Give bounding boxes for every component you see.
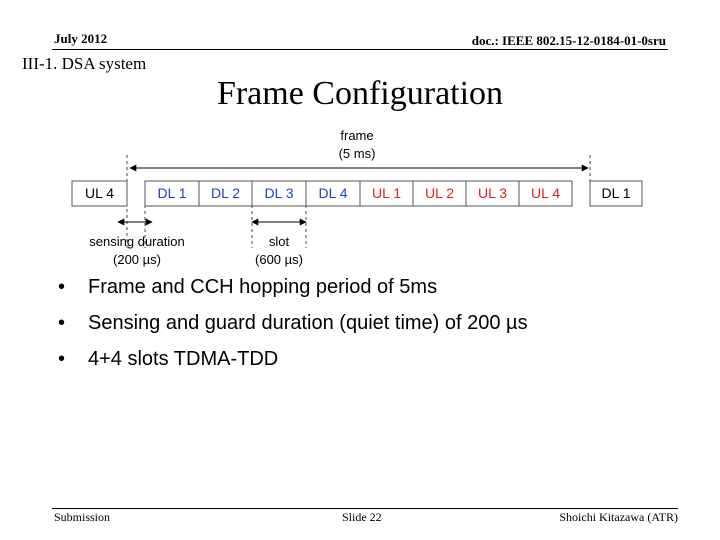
slot-label: UL 4 bbox=[530, 185, 561, 201]
footer-slide-number: Slide 22 bbox=[342, 510, 382, 524]
bullet-dot-icon: • bbox=[58, 312, 66, 334]
slot-label: UL 2 bbox=[424, 185, 455, 201]
footer-divider bbox=[52, 508, 678, 509]
slot-label: DL 1 bbox=[601, 185, 631, 201]
slot-cell bbox=[413, 181, 466, 206]
section-title: III-1. DSA system bbox=[22, 54, 147, 73]
bullet-list bbox=[58, 272, 528, 380]
sensing-duration-value: (200 µs) bbox=[113, 252, 161, 267]
slot-cell bbox=[145, 181, 199, 206]
slide-title: Frame Configuration bbox=[216, 75, 504, 112]
bullet-dot-icon: • bbox=[58, 348, 66, 370]
bullet-text: Sensing and guard duration (quiet time) of 200 µs bbox=[88, 312, 528, 334]
slot-cell bbox=[252, 181, 306, 206]
slot-cell bbox=[199, 181, 252, 206]
slot-row bbox=[72, 181, 642, 206]
slot-label: UL 1 bbox=[371, 185, 402, 201]
slot-label: DL 4 bbox=[318, 185, 348, 201]
bullet-item bbox=[58, 344, 528, 380]
slot-label: slot bbox=[268, 234, 290, 249]
frame-label: frame bbox=[340, 128, 374, 143]
header-date: July 2012 bbox=[54, 31, 108, 46]
slot-cell bbox=[466, 181, 519, 206]
slot-label: UL 4 bbox=[84, 185, 115, 201]
footer-submission: Submission bbox=[54, 510, 111, 524]
bullet-item bbox=[58, 272, 528, 308]
header-doc-id: doc.: IEEE 802.15-12-0184-01-0sru bbox=[471, 33, 666, 48]
slot-label: DL 1 bbox=[157, 185, 187, 201]
frame-duration: (5 ms) bbox=[338, 146, 376, 161]
slot-cell bbox=[72, 181, 127, 206]
bullet-text: 4+4 slots TDMA-TDD bbox=[88, 348, 279, 370]
sensing-duration-label: sensing duration bbox=[89, 234, 185, 249]
slot-label: DL 3 bbox=[264, 185, 294, 201]
bullet-item bbox=[58, 308, 528, 344]
footer-author: Shoichi Kitazawa (ATR) bbox=[559, 510, 678, 524]
slot-label: DL 2 bbox=[210, 185, 241, 201]
slot-cell bbox=[360, 181, 413, 206]
slot-duration-value: (600 µs) bbox=[255, 252, 303, 267]
slot-cell bbox=[519, 181, 572, 206]
slot-cell bbox=[306, 181, 360, 206]
bullet-text: Frame and CCH hopping period of 5ms bbox=[88, 276, 438, 298]
slot-cell bbox=[590, 181, 642, 206]
bullet-dot-icon: • bbox=[58, 276, 66, 298]
slot-label: UL 3 bbox=[477, 185, 508, 201]
